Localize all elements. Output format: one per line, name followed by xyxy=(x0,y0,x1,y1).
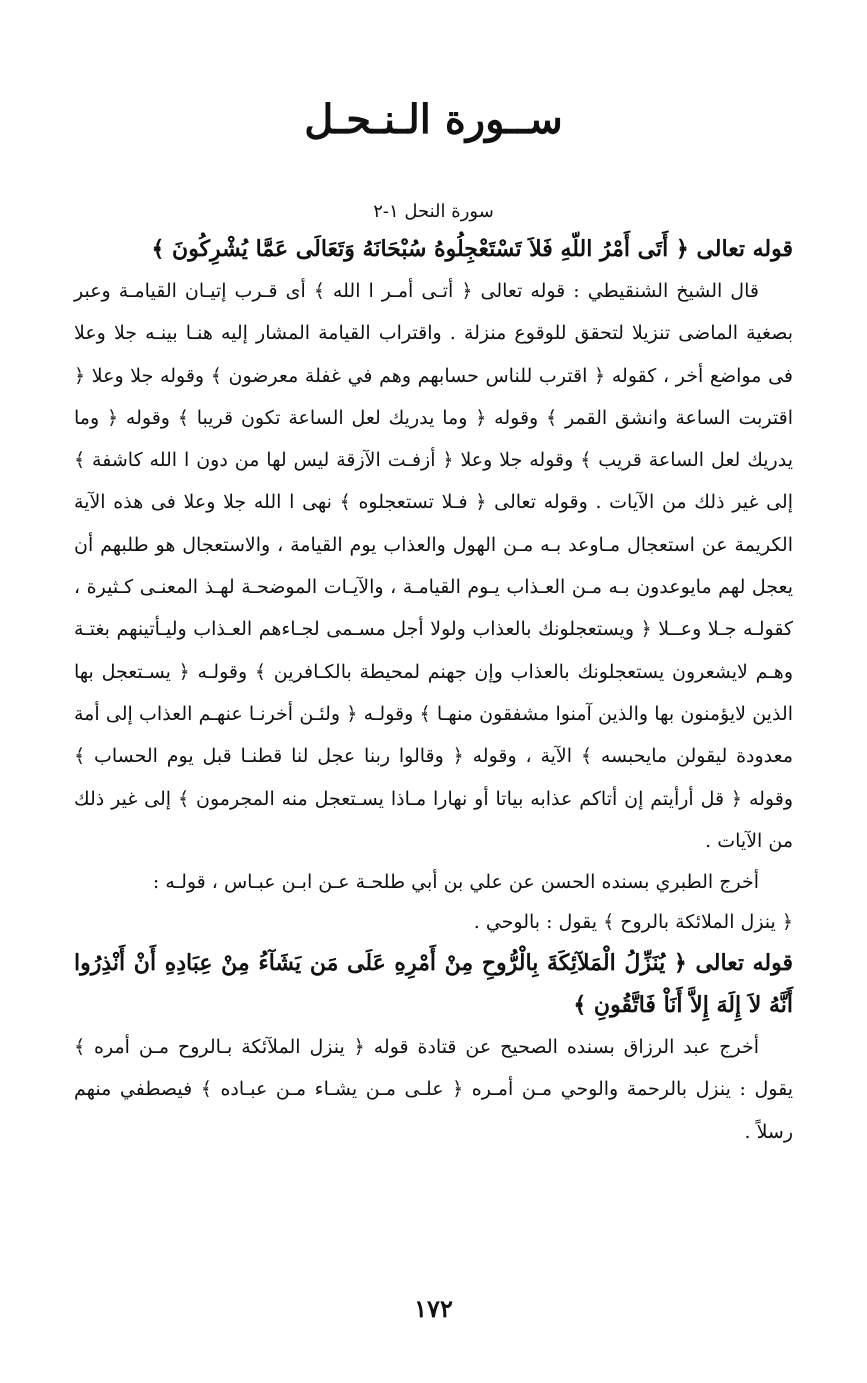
surah-title: ســورة الـنـحـل xyxy=(304,96,563,143)
tabari-report: أخرج الطبري بسنده الحسن عن علي بن أبي طلحـة عـن ابـن عبـاس ، قولـه : xyxy=(152,871,759,894)
page-body xyxy=(74,198,793,1153)
verse-heading-2: قوله تعالى ﴿ يُنَزِّلُ الْمَلآئِكَةَ بِالْرُّوحِ مِنْ أَمْرِهِ عَلَى مَن يَشَآءُ مِنْ عِبَادِهِ أَنْ أَنْذِرُوا أَنَّهُ لاَ إِلَهَ إِلاَّ أَنَاْ فَاتَّقُونِ ﴾ xyxy=(74,950,793,1019)
tabari-quote: ﴿ ينزل الملائكة بالروح ﴾ يقول : بالوحي . xyxy=(473,911,793,934)
section-reference: سورة النحل ١-٢ xyxy=(373,201,494,222)
abdulrazzaq-report: أخرج عبد الرزاق بسنده الصحيح عن قتادة قوله ﴿ ينزل الملآئكة بـالروح مـن أمره ﴾ يقول : ينزل بالرحمة والوحي مـن أمـره ﴿ علـى مـن يشـاء مـن عبـاده ﴾ فيصطفي منهم رسلاً . xyxy=(74,1036,793,1143)
page-number: ١٧٢ xyxy=(414,1294,453,1323)
shanqiti-commentary: قال الشيخ الشنقيطي : قوله تعالى ﴿ أتـى أمـر ا الله ﴾ أى قـرب إتيـان القيامـة وعبر بصغية الماضى تنزيلا لتحقق للوقوع منزلة . واقتراب القيامة المشار إليه هنـا بينـه جلا وعلا فى مواضع أخر ، كقوله ﴿ اقترب للناس حسابهم وهم في غفلة معرضون ﴾ وقوله جلا وعلا ﴿ اقتربت الساعة وانشق القمر ﴾ وقوله ﴿ وما يدريك لعل الساعة تكون قريبا ﴾ وقوله ﴿ وما يدريك لعل الساعة قريب ﴾ وقوله جلا وعلا ﴿ أزفـت الآزقة ليس لها من دون ا الله كاشفة ﴾ إلى غير ذلك من الآيات . وقوله تعالى ﴿ فـلا تستعجلوه ﴾ نهى ا الله جلا وعلا فى هذه الآية الكريمة عن استعجال مـاوعد بـه مـن الهول والعذاب يوم القيامة ، والاستعجال هو طلبهم أن يعجل لهم مايوعدون بـه مـن العـذاب يـوم القيامـة ، والآيـات الموضحـة لهـذ المعنـى كـثيرة ، كقولـه جـلا وعــلا ﴿ ويستعجلونك بالعذاب ولولا أجل مسـمى لجـاءهم العـذاب وليـأتينهم بغتـة وهـم لايشعرون يستعجلونك بالعذاب وإن جهنم لمحيطة بالكـافرين ﴾ وقولـه ﴿ يسـتعجل بها الذين لايؤمنون بها والذين آمنوا مشفقون منهـا ﴾ وقولـه ﴿ ولئـن أخرنـا عنهـم العذاب إلى أمة معدودة ليقولن مايحبسه ﴾ الآية ، وقوله ﴿ وقالوا ربنا عجل لنا قطنـا قبل يوم الحساب ﴾ وقوله ﴿ قل أرأيتم إن أتاكم عذابه بياتا أو نهارا مـاذا يسـتعجل منه المجرمون ﴾ إلى غير ذلك من الآيات . xyxy=(74,280,793,852)
verse-heading-1: قوله تعالى ﴿ أَتَى أَمْرُ اللّهِ فَلاَ تَسْتَعْجِلُوهُ سُبْحَانَهُ وَتَعَالَى عَمَّا يُشْرِكُونَ ﴾ xyxy=(151,236,793,262)
